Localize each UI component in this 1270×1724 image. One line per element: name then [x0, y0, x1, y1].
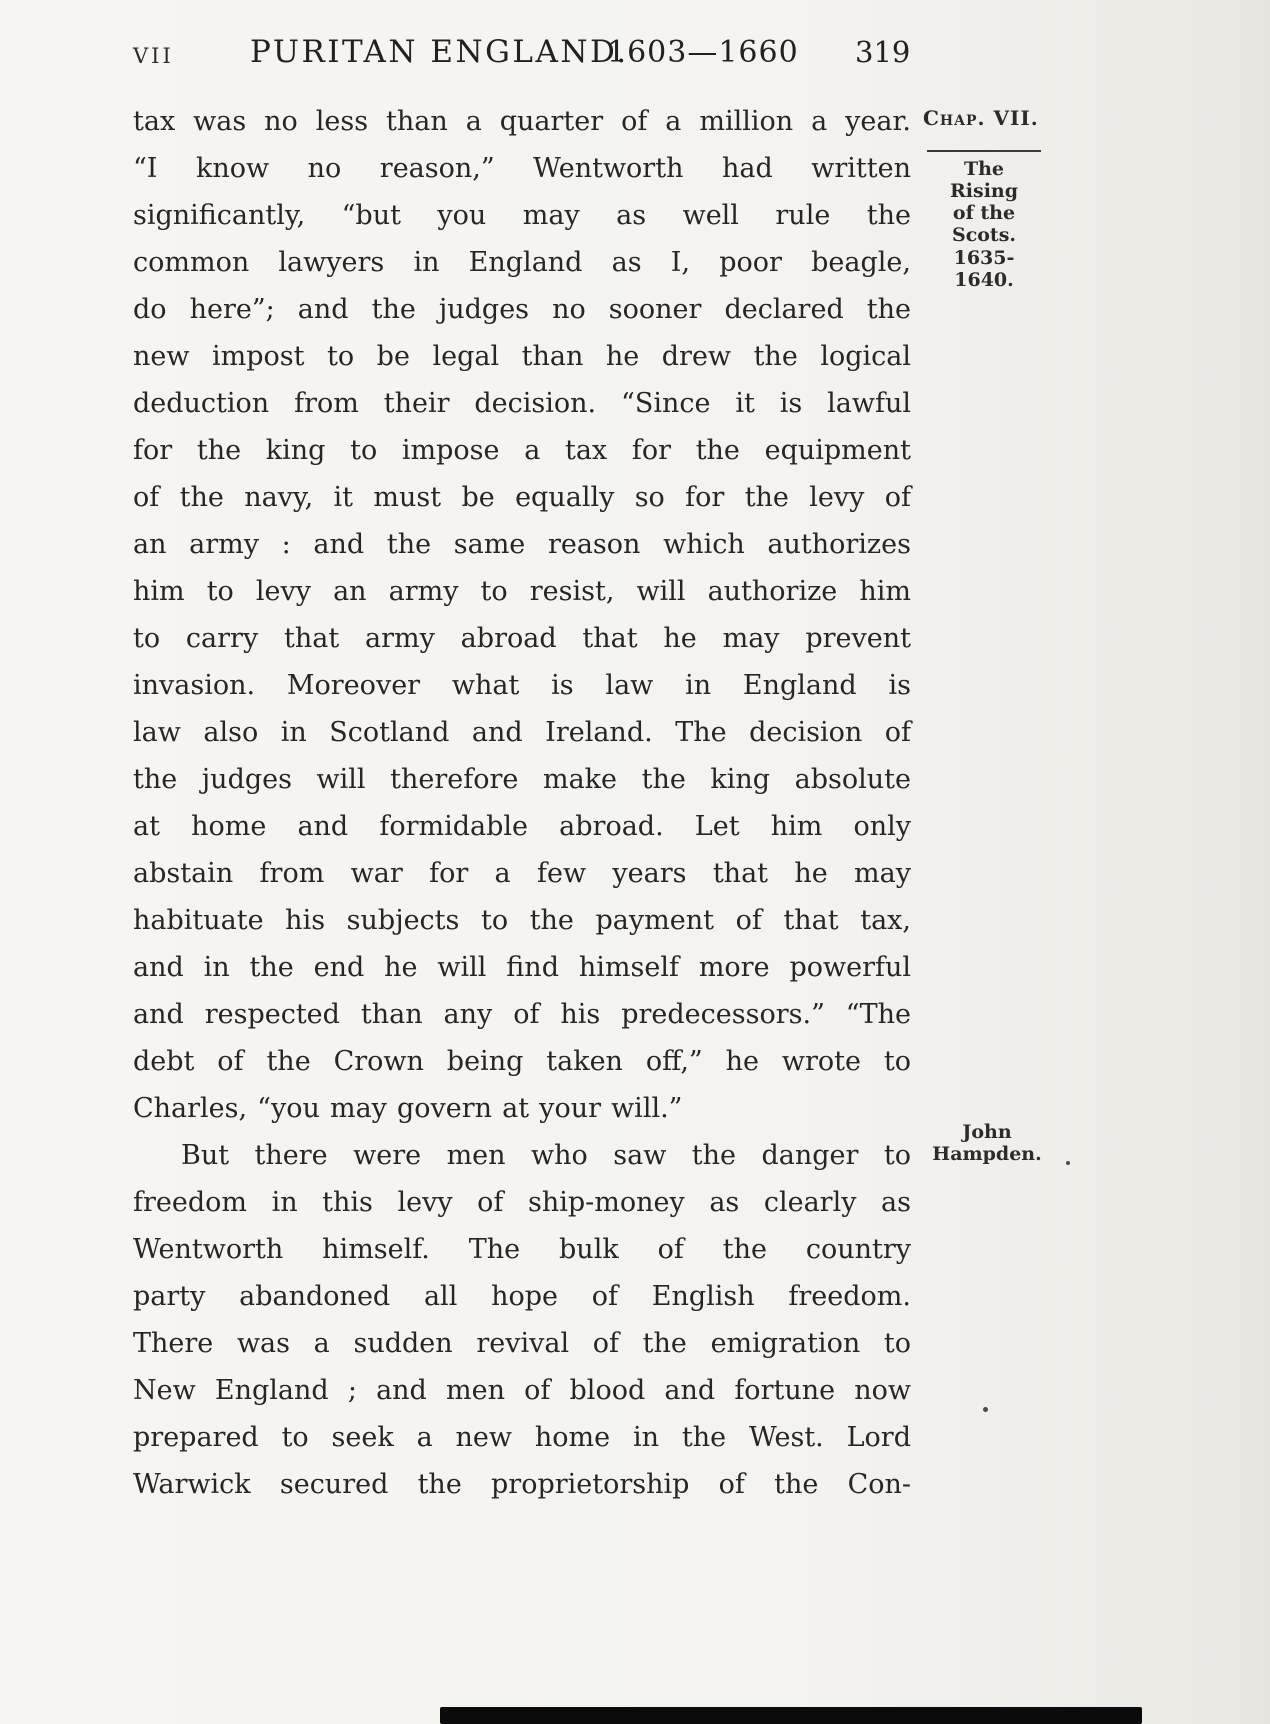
text-line: Charles, “you may govern at your will.”	[133, 1093, 683, 1124]
text-line: significantly, “but you may as well rule the	[133, 200, 911, 231]
text-line: There was a sudden revival of the emigration to	[133, 1328, 911, 1359]
text-line: habituate his subjects to the payment of that tax,	[133, 905, 911, 936]
sidenote-john-hampden	[931, 1121, 1043, 1165]
chapter-numeral: VII	[133, 44, 174, 68]
scan-artifact-dot	[1066, 1161, 1070, 1165]
text-line: party abandoned all hope of English freedom.	[133, 1281, 911, 1312]
text-line: Wentworth himself. The bulk of the country	[133, 1234, 911, 1265]
text-line: and respected than any of his predecessors.” “The	[133, 999, 911, 1030]
text-line: John	[962, 1121, 1012, 1143]
text-line: debt of the Crown being taken off,” he wrote to	[133, 1046, 911, 1077]
scan-artifact-dot	[983, 1407, 988, 1412]
text-line: freedom in this levy of ship-money as clearly as	[133, 1187, 911, 1218]
text-line: deduction from their decision. “Since it is lawful	[133, 388, 911, 419]
text-line: to carry that army abroad that he may prevent	[133, 623, 911, 654]
paragraph-hampden	[133, 1132, 911, 1508]
text-line: Warwick secured the proprietorship of the Con-	[133, 1469, 911, 1500]
text-line: The Rising	[949, 158, 1019, 202]
text-line: New England ; and men of blood and fortune now	[133, 1375, 911, 1406]
text-line: of the navy, it must be equally so for the levy of	[133, 482, 911, 513]
running-dates: 1603—1660	[607, 35, 799, 70]
paragraph-wentworth	[133, 98, 911, 1132]
text-line: an army : and the same reason which authorizes	[133, 529, 911, 560]
sidenote-rising-of-the-scots	[927, 150, 1041, 246]
text-line: Hampden.	[932, 1143, 1042, 1165]
text-line: the judges will therefore make the king absolute	[133, 764, 911, 795]
text-line: at home and formidable abroad. Let him only	[133, 811, 911, 842]
text-line: do here”; and the judges no sooner declared the	[133, 294, 911, 325]
sidenote-date-range: 1635-1640.	[953, 247, 1015, 291]
text-line: for the king to impose a tax for the equipment	[133, 435, 911, 466]
running-title: PURITAN ENGLAND.	[250, 34, 629, 70]
page-header	[133, 34, 911, 78]
text-line: tax was no less than a quarter of a million a year.	[133, 106, 911, 137]
text-line: of the	[952, 202, 1016, 224]
text-line: new impost to be legal than he drew the logical	[133, 341, 911, 372]
text-line: “I know no reason,” Wentworth had written	[133, 153, 911, 184]
text-line: abstain from war for a few years that he may	[133, 858, 911, 889]
text-line: invasion. Moreover what is law in England is	[133, 670, 911, 701]
text-line: him to levy an army to resist, will authorize him	[133, 576, 911, 607]
text-line: and in the end he will find himself more powerful	[133, 952, 911, 983]
text-line: law also in Scotland and Ireland. The decision of	[133, 717, 911, 748]
text-line: prepared to seek a new home in the West. Lord	[133, 1422, 911, 1453]
text-line: But there were men who saw the danger to	[181, 1140, 911, 1171]
text-line: Scots.	[951, 224, 1017, 246]
page-number: 319	[855, 35, 911, 69]
text-line: common lawyers in England as I, poor beagle,	[133, 247, 911, 278]
sidenote-chapter: Chap. VII.	[923, 106, 1039, 130]
scan-edge-bar	[440, 1707, 1142, 1724]
body-text	[133, 98, 911, 1508]
